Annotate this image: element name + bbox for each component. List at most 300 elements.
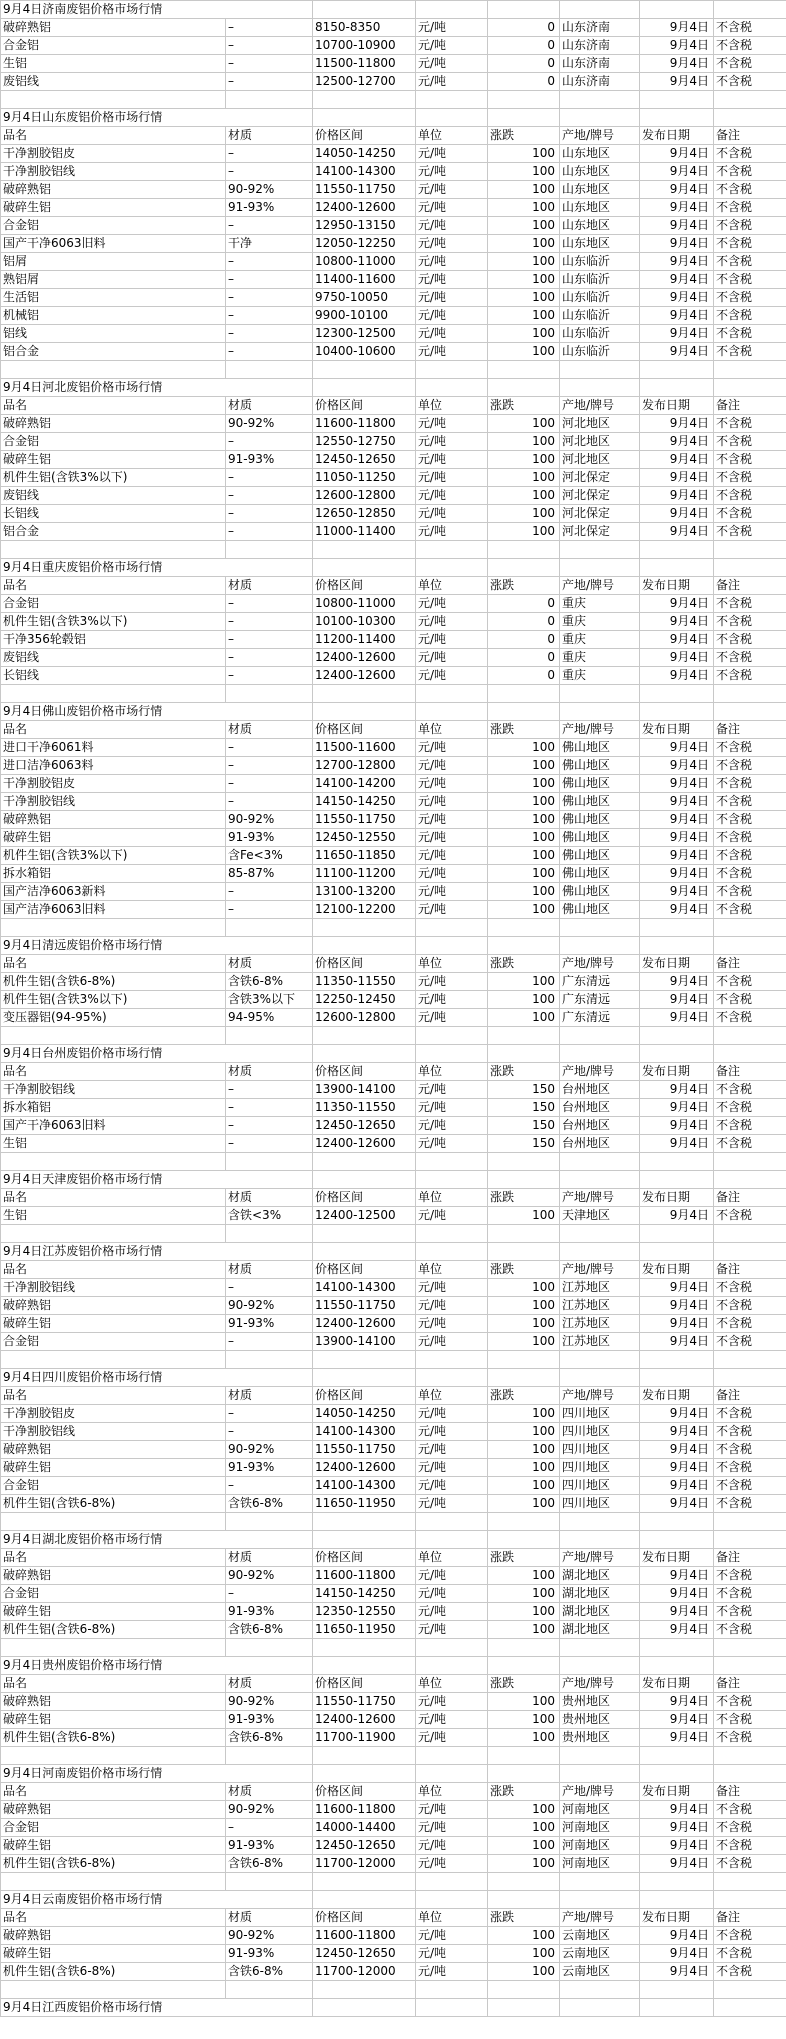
empty-cell[interactable] [488,1171,560,1189]
price-range-cell[interactable]: 12400-12500 [313,1207,416,1225]
note-cell[interactable]: 不含税 [714,1711,786,1729]
empty-cell[interactable] [488,703,560,721]
change-cell[interactable]: 100 [488,181,560,199]
unit-cell[interactable]: 元/吨 [416,37,488,55]
price-range-cell[interactable]: 12400-12600 [313,667,416,685]
empty-cell[interactable] [488,1531,560,1549]
unit-cell[interactable]: 元/吨 [416,1117,488,1135]
empty-cell[interactable] [416,685,488,703]
column-header-unit[interactable]: 单位 [416,1387,488,1405]
empty-cell[interactable] [416,379,488,397]
change-cell[interactable]: 100 [488,1945,560,1963]
note-cell[interactable]: 不含税 [714,1603,786,1621]
empty-cell[interactable] [640,1,714,19]
change-cell[interactable]: 100 [488,829,560,847]
empty-cell[interactable] [714,1639,786,1657]
column-header-change[interactable]: 涨跌 [488,1189,560,1207]
column-header-origin[interactable]: 产地/牌号 [560,127,640,145]
change-cell[interactable]: 0 [488,19,560,37]
column-header-origin[interactable]: 产地/牌号 [560,1189,640,1207]
column-header-date[interactable]: 发布日期 [640,721,714,739]
empty-cell[interactable] [640,1045,714,1063]
column-header-name[interactable]: 品名 [1,1189,226,1207]
empty-cell[interactable] [1,1981,226,1999]
empty-cell[interactable] [1,1639,226,1657]
price-range-cell[interactable]: 11000-11400 [313,523,416,541]
change-cell[interactable]: 100 [488,1315,560,1333]
note-cell[interactable]: 不含税 [714,1801,786,1819]
price-range-cell[interactable]: 10800-11000 [313,595,416,613]
empty-cell[interactable] [416,1999,488,2017]
product-name-cell[interactable]: 破碎熟铝 [1,1441,226,1459]
origin-cell[interactable]: 四川地区 [560,1459,640,1477]
note-cell[interactable]: 不含税 [714,1927,786,1945]
change-cell[interactable]: 100 [488,973,560,991]
note-cell[interactable]: 不含税 [714,1585,786,1603]
section-title[interactable]: 9月4日济南废铝价格市场行情 [1,1,313,19]
unit-cell[interactable]: 元/吨 [416,1927,488,1945]
column-header-note[interactable]: 备注 [714,1261,786,1279]
origin-cell[interactable]: 山东临沂 [560,289,640,307]
column-header-origin[interactable]: 产地/牌号 [560,1675,640,1693]
section-title[interactable]: 9月4日山东废铝价格市场行情 [1,109,313,127]
column-header-change[interactable]: 涨跌 [488,1549,560,1567]
origin-cell[interactable]: 佛山地区 [560,901,640,919]
date-cell[interactable]: 9月4日 [640,991,714,1009]
origin-cell[interactable]: 湖北地区 [560,1567,640,1585]
origin-cell[interactable]: 重庆 [560,649,640,667]
note-cell[interactable]: 不含税 [714,775,786,793]
change-cell[interactable]: 0 [488,631,560,649]
empty-cell[interactable] [714,559,786,577]
unit-cell[interactable]: 元/吨 [416,433,488,451]
product-name-cell[interactable]: 破碎熟铝 [1,1927,226,1945]
change-cell[interactable]: 0 [488,595,560,613]
date-cell[interactable]: 9月4日 [640,415,714,433]
empty-cell[interactable] [488,1,560,19]
empty-cell[interactable] [226,1981,313,1999]
empty-cell[interactable] [560,1639,640,1657]
empty-cell[interactable] [488,1981,560,1999]
empty-cell[interactable] [560,1045,640,1063]
date-cell[interactable]: 9月4日 [640,1711,714,1729]
empty-cell[interactable] [714,685,786,703]
origin-cell[interactable]: 重庆 [560,595,640,613]
origin-cell[interactable]: 江苏地区 [560,1279,640,1297]
note-cell[interactable]: 不含税 [714,1567,786,1585]
unit-cell[interactable]: 元/吨 [416,1819,488,1837]
change-cell[interactable]: 100 [488,1207,560,1225]
column-header-origin[interactable]: 产地/牌号 [560,1909,640,1927]
date-cell[interactable]: 9月4日 [640,1297,714,1315]
origin-cell[interactable]: 山东地区 [560,145,640,163]
unit-cell[interactable]: 元/吨 [416,775,488,793]
empty-cell[interactable] [640,379,714,397]
column-header-name[interactable]: 品名 [1,1549,226,1567]
change-cell[interactable]: 100 [488,1855,560,1873]
material-cell[interactable]: 含铁3%以下 [226,991,313,1009]
empty-cell[interactable] [1,1873,226,1891]
empty-cell[interactable] [488,361,560,379]
material-cell[interactable]: – [226,73,313,91]
price-range-cell[interactable]: 14100-14200 [313,775,416,793]
origin-cell[interactable]: 山东地区 [560,235,640,253]
unit-cell[interactable]: 元/吨 [416,883,488,901]
empty-cell[interactable] [714,1513,786,1531]
change-cell[interactable]: 100 [488,487,560,505]
origin-cell[interactable]: 河北保定 [560,487,640,505]
material-cell[interactable]: – [226,307,313,325]
note-cell[interactable]: 不含税 [714,1729,786,1747]
origin-cell[interactable]: 重庆 [560,667,640,685]
column-header-note[interactable]: 备注 [714,1909,786,1927]
origin-cell[interactable]: 佛山地区 [560,793,640,811]
material-cell[interactable]: – [226,217,313,235]
column-header-unit[interactable]: 单位 [416,577,488,595]
origin-cell[interactable]: 云南地区 [560,1945,640,1963]
origin-cell[interactable]: 四川地区 [560,1423,640,1441]
note-cell[interactable]: 不含税 [714,1315,786,1333]
empty-cell[interactable] [714,1765,786,1783]
date-cell[interactable]: 9月4日 [640,1801,714,1819]
column-header-note[interactable]: 备注 [714,397,786,415]
date-cell[interactable]: 9月4日 [640,523,714,541]
empty-cell[interactable] [488,559,560,577]
column-header-change[interactable]: 涨跌 [488,955,560,973]
change-cell[interactable]: 100 [488,1477,560,1495]
empty-cell[interactable] [313,1531,416,1549]
empty-cell[interactable] [488,919,560,937]
note-cell[interactable]: 不含税 [714,1819,786,1837]
column-header-note[interactable]: 备注 [714,1549,786,1567]
note-cell[interactable]: 不含税 [714,883,786,901]
change-cell[interactable]: 100 [488,1729,560,1747]
price-range-cell[interactable]: 12300-12500 [313,325,416,343]
note-cell[interactable]: 不含税 [714,757,786,775]
material-cell[interactable]: 90-92% [226,1297,313,1315]
material-cell[interactable]: – [226,145,313,163]
note-cell[interactable]: 不含税 [714,649,786,667]
column-header-date[interactable]: 发布日期 [640,1387,714,1405]
change-cell[interactable]: 100 [488,1585,560,1603]
price-range-cell[interactable]: 11550-11750 [313,1693,416,1711]
date-cell[interactable]: 9月4日 [640,289,714,307]
change-cell[interactable]: 100 [488,343,560,361]
date-cell[interactable]: 9月4日 [640,1117,714,1135]
date-cell[interactable]: 9月4日 [640,667,714,685]
material-cell[interactable]: – [226,595,313,613]
column-header-origin[interactable]: 产地/牌号 [560,721,640,739]
product-name-cell[interactable]: 破碎生铝 [1,829,226,847]
material-cell[interactable]: – [226,1099,313,1117]
product-name-cell[interactable]: 机件生铝(含铁6-8%) [1,1855,226,1873]
empty-cell[interactable] [640,1513,714,1531]
product-name-cell[interactable]: 干净割胶铝皮 [1,1405,226,1423]
product-name-cell[interactable]: 合金铝 [1,1477,226,1495]
unit-cell[interactable]: 元/吨 [416,1837,488,1855]
unit-cell[interactable]: 元/吨 [416,1963,488,1981]
unit-cell[interactable]: 元/吨 [416,289,488,307]
unit-cell[interactable]: 元/吨 [416,595,488,613]
empty-cell[interactable] [560,1531,640,1549]
empty-cell[interactable] [560,703,640,721]
empty-cell[interactable] [714,1981,786,1999]
column-header-price[interactable]: 价格区间 [313,1063,416,1081]
empty-cell[interactable] [560,1027,640,1045]
date-cell[interactable]: 9月4日 [640,1837,714,1855]
empty-cell[interactable] [488,1891,560,1909]
empty-cell[interactable] [226,1747,313,1765]
empty-cell[interactable] [560,1999,640,2017]
empty-cell[interactable] [640,1891,714,1909]
origin-cell[interactable]: 云南地区 [560,1963,640,1981]
date-cell[interactable]: 9月4日 [640,1477,714,1495]
column-header-change[interactable]: 涨跌 [488,1909,560,1927]
unit-cell[interactable]: 元/吨 [416,415,488,433]
change-cell[interactable]: 100 [488,811,560,829]
product-name-cell[interactable]: 破碎熟铝 [1,1693,226,1711]
empty-cell[interactable] [226,541,313,559]
empty-cell[interactable] [560,1891,640,1909]
section-title[interactable]: 9月4日河北废铝价格市场行情 [1,379,313,397]
material-cell[interactable]: – [226,55,313,73]
price-range-cell[interactable]: 12450-12650 [313,1945,416,1963]
empty-cell[interactable] [416,1225,488,1243]
empty-cell[interactable] [226,1639,313,1657]
material-cell[interactable]: – [226,505,313,523]
empty-cell[interactable] [640,559,714,577]
change-cell[interactable]: 0 [488,73,560,91]
note-cell[interactable]: 不含税 [714,325,786,343]
material-cell[interactable]: 91-93% [226,451,313,469]
unit-cell[interactable]: 元/吨 [416,73,488,91]
empty-cell[interactable] [313,1045,416,1063]
section-title[interactable]: 9月4日贵州废铝价格市场行情 [1,1657,313,1675]
product-name-cell[interactable]: 废铝线 [1,649,226,667]
origin-cell[interactable]: 台州地区 [560,1117,640,1135]
product-name-cell[interactable]: 国产干净6063旧料 [1,235,226,253]
material-cell[interactable]: 91-93% [226,1603,313,1621]
price-range-cell[interactable]: 11650-11950 [313,1495,416,1513]
note-cell[interactable]: 不含税 [714,37,786,55]
price-range-cell[interactable]: 14100-14300 [313,163,416,181]
note-cell[interactable]: 不含税 [714,1621,786,1639]
product-name-cell[interactable]: 国产洁净6063新料 [1,883,226,901]
price-range-cell[interactable]: 12500-12700 [313,73,416,91]
product-name-cell[interactable]: 熟铝屑 [1,271,226,289]
column-header-unit[interactable]: 单位 [416,1909,488,1927]
note-cell[interactable]: 不含税 [714,19,786,37]
note-cell[interactable]: 不含税 [714,901,786,919]
origin-cell[interactable]: 重庆 [560,613,640,631]
empty-cell[interactable] [416,1765,488,1783]
price-range-cell[interactable]: 11650-11950 [313,1621,416,1639]
note-cell[interactable]: 不含税 [714,145,786,163]
unit-cell[interactable]: 元/吨 [416,1729,488,1747]
unit-cell[interactable]: 元/吨 [416,1333,488,1351]
unit-cell[interactable]: 元/吨 [416,235,488,253]
column-header-unit[interactable]: 单位 [416,1261,488,1279]
material-cell[interactable]: – [226,343,313,361]
material-cell[interactable]: – [226,1279,313,1297]
empty-cell[interactable] [560,1243,640,1261]
date-cell[interactable]: 9月4日 [640,973,714,991]
column-header-origin[interactable]: 产地/牌号 [560,577,640,595]
section-title[interactable]: 9月4日湖北废铝价格市场行情 [1,1531,313,1549]
empty-cell[interactable] [313,937,416,955]
product-name-cell[interactable]: 干净割胶铝皮 [1,145,226,163]
empty-cell[interactable] [488,937,560,955]
empty-cell[interactable] [416,1513,488,1531]
unit-cell[interactable]: 元/吨 [416,1855,488,1873]
column-header-price[interactable]: 价格区间 [313,1783,416,1801]
change-cell[interactable]: 100 [488,235,560,253]
product-name-cell[interactable]: 破碎生铝 [1,1603,226,1621]
column-header-note[interactable]: 备注 [714,1783,786,1801]
price-range-cell[interactable]: 11700-12000 [313,1963,416,1981]
unit-cell[interactable]: 元/吨 [416,505,488,523]
empty-cell[interactable] [313,1891,416,1909]
product-name-cell[interactable]: 干净割胶铝线 [1,163,226,181]
material-cell[interactable]: – [226,739,313,757]
empty-cell[interactable] [714,1,786,19]
change-cell[interactable]: 100 [488,901,560,919]
change-cell[interactable]: 150 [488,1099,560,1117]
unit-cell[interactable]: 元/吨 [416,1423,488,1441]
price-range-cell[interactable]: 12600-12800 [313,1009,416,1027]
price-range-cell[interactable]: 12450-12650 [313,1117,416,1135]
product-name-cell[interactable]: 废铝线 [1,487,226,505]
empty-cell[interactable] [560,685,640,703]
material-cell[interactable]: – [226,1117,313,1135]
column-header-material[interactable]: 材质 [226,1675,313,1693]
product-name-cell[interactable]: 破碎熟铝 [1,1801,226,1819]
note-cell[interactable]: 不含税 [714,433,786,451]
origin-cell[interactable]: 广东清远 [560,1009,640,1027]
empty-cell[interactable] [640,1369,714,1387]
unit-cell[interactable]: 元/吨 [416,1207,488,1225]
origin-cell[interactable]: 湖北地区 [560,1621,640,1639]
price-range-cell[interactable]: 11550-11750 [313,181,416,199]
material-cell[interactable]: – [226,775,313,793]
column-header-name[interactable]: 品名 [1,1783,226,1801]
empty-cell[interactable] [714,1873,786,1891]
empty-cell[interactable] [714,1891,786,1909]
empty-cell[interactable] [488,1225,560,1243]
column-header-change[interactable]: 涨跌 [488,127,560,145]
empty-cell[interactable] [313,541,416,559]
note-cell[interactable]: 不含税 [714,1495,786,1513]
note-cell[interactable]: 不含税 [714,1117,786,1135]
empty-cell[interactable] [488,1243,560,1261]
price-range-cell[interactable]: 12400-12600 [313,199,416,217]
empty-cell[interactable] [416,559,488,577]
date-cell[interactable]: 9月4日 [640,235,714,253]
product-name-cell[interactable]: 合金铝 [1,1819,226,1837]
price-range-cell[interactable]: 8150-8350 [313,19,416,37]
date-cell[interactable]: 9月4日 [640,829,714,847]
change-cell[interactable]: 100 [488,1801,560,1819]
empty-cell[interactable] [1,1225,226,1243]
note-cell[interactable]: 不含税 [714,451,786,469]
unit-cell[interactable]: 元/吨 [416,793,488,811]
date-cell[interactable]: 9月4日 [640,1099,714,1117]
empty-cell[interactable] [313,1981,416,1999]
note-cell[interactable]: 不含税 [714,811,786,829]
unit-cell[interactable]: 元/吨 [416,613,488,631]
unit-cell[interactable]: 元/吨 [416,1693,488,1711]
empty-cell[interactable] [488,1765,560,1783]
empty-cell[interactable] [714,379,786,397]
material-cell[interactable]: – [226,901,313,919]
unit-cell[interactable]: 元/吨 [416,1585,488,1603]
date-cell[interactable]: 9月4日 [640,595,714,613]
product-name-cell[interactable]: 破碎生铝 [1,1315,226,1333]
date-cell[interactable]: 9月4日 [640,1729,714,1747]
price-range-cell[interactable]: 14050-14250 [313,145,416,163]
note-cell[interactable]: 不含税 [714,181,786,199]
product-name-cell[interactable]: 机件生铝(含铁6-8%) [1,973,226,991]
material-cell[interactable]: – [226,1585,313,1603]
empty-cell[interactable] [714,1657,786,1675]
origin-cell[interactable]: 山东临沂 [560,343,640,361]
change-cell[interactable]: 100 [488,145,560,163]
price-range-cell[interactable]: 11700-12000 [313,1855,416,1873]
date-cell[interactable]: 9月4日 [640,1207,714,1225]
material-cell[interactable]: 含铁6-8% [226,1621,313,1639]
empty-cell[interactable] [640,703,714,721]
date-cell[interactable]: 9月4日 [640,1423,714,1441]
column-header-unit[interactable]: 单位 [416,1063,488,1081]
note-cell[interactable]: 不含税 [714,163,786,181]
change-cell[interactable]: 100 [488,199,560,217]
date-cell[interactable]: 9月4日 [640,865,714,883]
change-cell[interactable]: 150 [488,1117,560,1135]
date-cell[interactable]: 9月4日 [640,1459,714,1477]
price-range-cell[interactable]: 12700-12800 [313,757,416,775]
empty-cell[interactable] [640,1153,714,1171]
unit-cell[interactable]: 元/吨 [416,1297,488,1315]
product-name-cell[interactable]: 拆水箱铝 [1,1099,226,1117]
empty-cell[interactable] [714,937,786,955]
date-cell[interactable]: 9月4日 [640,1855,714,1873]
price-range-cell[interactable]: 11650-11850 [313,847,416,865]
material-cell[interactable]: – [226,883,313,901]
change-cell[interactable]: 100 [488,163,560,181]
empty-cell[interactable] [226,1027,313,1045]
product-name-cell[interactable]: 破碎生铝 [1,1945,226,1963]
change-cell[interactable]: 100 [488,307,560,325]
origin-cell[interactable]: 山东地区 [560,181,640,199]
column-header-price[interactable]: 价格区间 [313,721,416,739]
date-cell[interactable]: 9月4日 [640,1009,714,1027]
price-range-cell[interactable]: 10800-11000 [313,253,416,271]
change-cell[interactable]: 100 [488,739,560,757]
product-name-cell[interactable]: 干净割胶铝线 [1,1423,226,1441]
date-cell[interactable]: 9月4日 [640,1135,714,1153]
product-name-cell[interactable]: 长铝线 [1,667,226,685]
origin-cell[interactable]: 贵州地区 [560,1693,640,1711]
change-cell[interactable]: 100 [488,253,560,271]
change-cell[interactable]: 150 [488,1135,560,1153]
note-cell[interactable]: 不含税 [714,1459,786,1477]
origin-cell[interactable]: 四川地区 [560,1441,640,1459]
empty-cell[interactable] [416,1639,488,1657]
note-cell[interactable]: 不含税 [714,1009,786,1027]
product-name-cell[interactable]: 机件生铝(含铁6-8%) [1,1729,226,1747]
empty-cell[interactable] [714,109,786,127]
empty-cell[interactable] [226,919,313,937]
